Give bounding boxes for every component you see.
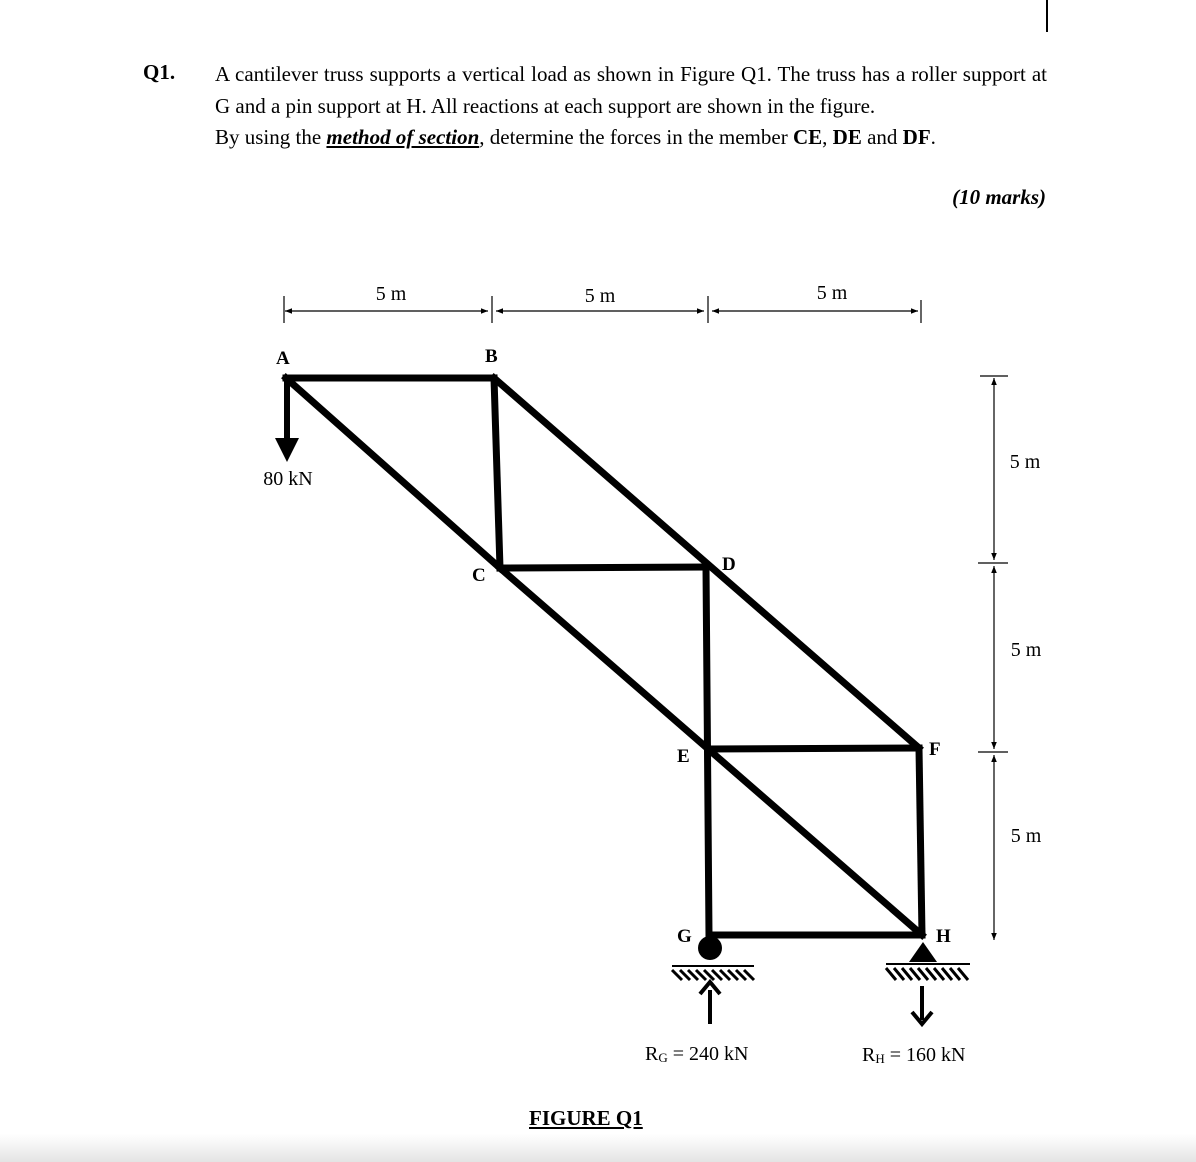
- member-cd: [500, 567, 706, 568]
- question-paragraph-1: A cantilever truss supports a vertical load as shown in Figure Q1. The truss has a roller support at G and a pin support at H. All reactions at each support are shown in the figure.: [215, 62, 1047, 118]
- node-label-c: C: [472, 565, 486, 586]
- node-label-d: D: [722, 554, 736, 575]
- reaction-h-value: = 160 kN: [884, 1044, 966, 1066]
- node-label-h: H: [936, 926, 951, 947]
- and-text: and: [861, 125, 903, 149]
- marks-label: (10 marks): [952, 185, 1046, 209]
- reaction-h-subscript: H: [875, 1051, 885, 1066]
- dim-label-h1: 5 m: [375, 283, 407, 305]
- mid-text: , determine the forces in the member: [479, 125, 793, 149]
- page-bottom-shadow: [0, 1134, 1196, 1162]
- roller-circle: [698, 936, 722, 960]
- member-ac: [286, 378, 500, 568]
- node-label-e: E: [677, 746, 690, 767]
- member-df: DF: [902, 125, 931, 149]
- vertical-dimensions: [978, 376, 1042, 940]
- dim-label-v1: 5 m: [1009, 451, 1041, 473]
- figure-caption: FIGURE Q1: [529, 1106, 643, 1130]
- node-label-f: F: [929, 739, 941, 760]
- node-label-a: A: [276, 348, 290, 369]
- load-label: 80 kN: [263, 468, 313, 490]
- end-text: .: [930, 125, 936, 149]
- member-ef: [708, 748, 919, 749]
- dim-label-v3: 5 m: [1010, 825, 1042, 847]
- reaction-g-value: = 240 kN: [667, 1043, 749, 1065]
- prefix-text: By using the: [215, 125, 327, 149]
- roller-support-g: [672, 936, 754, 1024]
- reaction-label-g: [645, 1043, 748, 1065]
- dim-label-v2: 5 m: [1010, 639, 1042, 661]
- reaction-g-symbol: R: [645, 1043, 659, 1065]
- horizontal-dimensions: [284, 282, 921, 323]
- reaction-h-symbol: R: [862, 1044, 876, 1066]
- dim-label-h2: 5 m: [584, 285, 616, 307]
- pin-support-h: [886, 942, 970, 1024]
- method-of-section-emphasis: method of section: [326, 125, 480, 149]
- sep-text: ,: [822, 125, 833, 149]
- question-number: Q1.: [143, 60, 176, 84]
- dim-label-h3: 5 m: [816, 282, 848, 304]
- member-bc: [494, 378, 500, 568]
- node-label-b: B: [485, 346, 498, 367]
- member-de: DE: [832, 125, 862, 149]
- member-ce: CE: [792, 125, 823, 149]
- member-fh: [919, 748, 922, 935]
- reaction-label-h: [862, 1044, 965, 1066]
- truss-members: [286, 378, 922, 935]
- reaction-g-subscript: G: [658, 1050, 668, 1065]
- node-label-g: G: [677, 926, 692, 947]
- pin-triangle: [909, 942, 937, 962]
